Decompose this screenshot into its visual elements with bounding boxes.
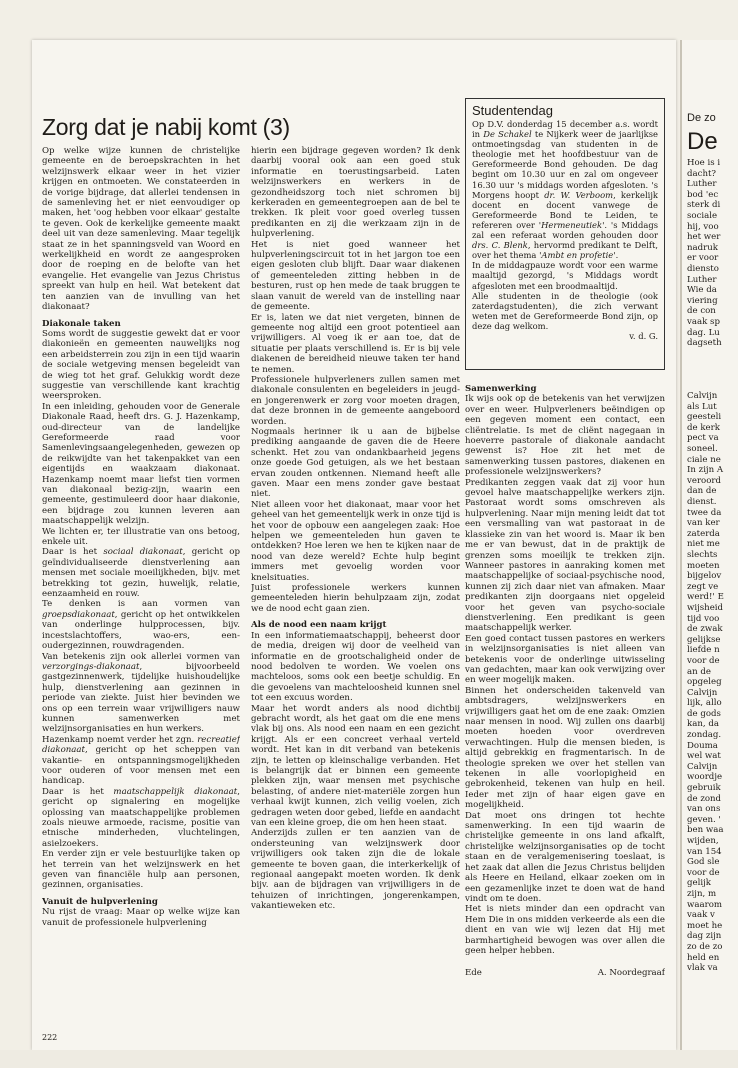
next-page-line: als Lut bbox=[687, 401, 717, 412]
paragraph: Soms wordt de suggestie gewekt dat er voor diakonieën en gemeenten nauwelijks nog een arbeidsterrein zou zijn in een tijd waarin de sociale wetgeving mensen begeleidt van de wieg tot het graf. Gelukkig wordt deze suggestie van verschillende kant krachtig weersproken. bbox=[42, 328, 240, 402]
next-page-line: Luther bbox=[687, 179, 717, 190]
paragraph: Op D.V. donderdag 15 december a.s. wordt in De Schakel te Nijkerk weer de jaarlijkse ontmoetingsdag van studenten in de theologie met het hoofdbestuur van de Gereformeerde Bond gehouden. De dag begint om 10.30 uur en zal om ongeveer 16.30 uur 's middags worden afgesloten. 's Morgens hoopt dr. W. Verboom, kerkelijk docent en docent vanwege de Gereformeerde Bond te Leiden, te refereren over 'Hermeneutiek'. 's Middags zal een referaat worden gehouden door drs. C. Blenk, hervormd predikant te Delft, over het thema 'Ambt en profetie'. bbox=[472, 119, 659, 261]
next-page-line bbox=[687, 349, 738, 360]
next-page-line: Calvijn bbox=[687, 391, 718, 402]
next-page-line: voor de bbox=[687, 867, 720, 878]
next-page-line: gebruik bbox=[687, 783, 721, 794]
next-page-line: moeten bbox=[687, 560, 720, 571]
article-column-2 bbox=[251, 146, 460, 1046]
next-page-line: Wie da bbox=[687, 285, 717, 296]
paragraph: Ik wijs ook op de betekenis van het verwijzen over en weer. Hulpverleners beëindigen op een gegeven moment een contact, een cliëntrelatie. Is met de cliënt nagegaan in hoeverre pastorale of diakonale aandacht gewenst is? Hoe zit het met de samenwerking tussen pastores, diakenen en professionele welzijnswerkers? bbox=[465, 394, 665, 478]
next-page-line: Hoe is i bbox=[687, 158, 721, 168]
next-page-line: bod 'ec bbox=[687, 189, 719, 200]
next-page-line: de gods bbox=[687, 708, 721, 719]
next-page-line: ben waa bbox=[687, 825, 724, 836]
paragraph: Juist professionele werkers kunnen gemeenteleden hierin behulpzaam zijn, zodat we de nood echt gaan zien. bbox=[251, 583, 460, 614]
next-page-line: God sle bbox=[687, 857, 720, 868]
next-page-line: geesteli bbox=[687, 412, 722, 423]
next-page-line bbox=[687, 370, 738, 381]
next-page-line: vaak v bbox=[687, 910, 715, 921]
next-page-line: woordje bbox=[687, 772, 723, 783]
section-heading: Samenwerking bbox=[465, 384, 537, 394]
paragraph: Anderzijds zullen er ten aanzien van de ondersteuning van welzijnswerk door vrijwilligers ook taken zijn die de lokale gemeente te boven gaan, die interkerkelijk of regionaal aangepakt moeten worden. Ik denk bijv. aan de bijdragen van vrijwilligers in de tehuizen of inrichtingen, jongerenkampen, vakantieweken etc. bbox=[251, 828, 460, 912]
next-page-line: de zond bbox=[687, 793, 722, 804]
next-page-line: opgeleg bbox=[687, 677, 722, 688]
section-heading: Vanuit de hulpverlening bbox=[42, 896, 158, 907]
next-page-header: De zo bbox=[687, 112, 716, 124]
next-page-line: dacht? bbox=[687, 168, 717, 179]
next-page-line: wel wat bbox=[687, 751, 721, 762]
next-page-line: wijden, bbox=[687, 836, 719, 846]
next-page-line: gelijkse bbox=[687, 634, 721, 645]
paragraph: Te denken is aan vormen van groepsdiakonaat, gericht op het ontwikkelen van onderlinge hulpprocessen, bijv. incestslachtoffers, wao-ers, een-oudergezinnen, rouwdragenden. bbox=[42, 599, 240, 652]
next-page-line: lijk, allo bbox=[687, 698, 722, 709]
next-page-line: van ker bbox=[687, 518, 720, 529]
paragraph: hierin een bijdrage gegeven worden? Ik denk daarbij vooral ook aan een goed stuk informatie en toerustingsarbeid. Laten welzijnswerkers en werkers in de gezondheidszorg toch niet schromen bij kerkeraden en gemeentegroepen aan de bel te trekken. Ik pleit voor goed overleg tussen predikanten en zij die werkzaam zijn in de hulpverlening. bbox=[251, 146, 460, 240]
byline-author: A. Noordegraaf bbox=[597, 968, 665, 979]
section-heading: Als de nood een naam krijgt bbox=[251, 620, 387, 631]
paragraph: Alle studenten in de theologie (ook zaterdagstudenten), die zich verwant weten met de Gereformeerde Bond zijn, op deze dag welkom. bbox=[472, 290, 658, 331]
next-page-title: De bbox=[687, 128, 718, 155]
paragraph: Dat moet ons dringen tot hechte samenwerking. In een tijd waarin de christelijke gemeente in ons land afkalft, christelijke welzijnsorganisaties op de tocht staan en de veralgemenisering toeslaat, is het zaak dat allen die Jezus Christus belijden als Heere en Heiland, elkaar zoeken om in een gezamenlijke inzet te doen wat de hand vindt om te doen. bbox=[465, 810, 665, 904]
paragraph: In een inleiding, gehouden voor de Generale Diakonale Raad, heeft drs. G. J. Hazenkamp, oud-directeur van de landelijke Gereformeerde raad voor Samenlevingsaangelegenheden, gewezen op de reikwijdte van het takenpakket van een eigentijds en waakzaam diakonaat. Hazenkamp noemt maar liefst tien vormen van diakonaal bezig-zijn, waarin een gemeente, gestimuleerd door haar diakonie, een bijdrage zou kunnen leveren aan maatschappelijk welzijn. bbox=[42, 401, 240, 527]
next-page-line: held en bbox=[687, 952, 720, 963]
next-page-line: de con bbox=[687, 306, 716, 317]
next-page-line bbox=[687, 359, 738, 370]
next-page-line: voor de bbox=[687, 655, 720, 666]
paragraph: Er is, laten we dat niet vergeten, binnen de gemeente nog altijd een groot potentieel aan vrijwilligers. Al voeg ik er aan toe, dat de situatie per plaats verschillend is. Er is bij vele diakenen de bereidheid nieuwe taken ter hand te nemen. bbox=[251, 312, 460, 375]
next-page-line: werd!' E bbox=[687, 592, 724, 603]
next-page-line: pect va bbox=[687, 433, 719, 444]
paragraph: Nu rijst de vraag: Maar op welke wijze kan vanuit de professionele hulpverlening bbox=[42, 907, 240, 928]
paragraph: Het is niet goed wanneer het hulpverleningscircuit tot in het jargon toe een eigen gesloten club blijft. Daar waar diakenen of gemeenteleden zitting hebben in de besturen, rust op hen mede de taak bruggen te slaan vanuit de wereld van de instelling naar de gemeente. bbox=[251, 239, 460, 313]
paragraph: Daar is het maatschappelijk diakonaat, gericht op signalering en mogelijke oplossing van maatschappelijke problemen zoals nieuwe armoede, racisme, positie van etnische minderheden, vluchtelingen, asielzoekers. bbox=[42, 786, 240, 849]
next-page-line: sociale bbox=[687, 210, 718, 221]
next-page-line: Douma bbox=[687, 740, 718, 751]
next-page-line: van ons bbox=[687, 804, 721, 815]
paragraph: Professionele hulpverleners zullen samen met diakonale consulenten en begeleiders in jeugd- en jongerenwerk er zorg voor moeten dragen, dat deze bronnen in de gemeente aangeboord worden. bbox=[251, 374, 460, 427]
box-signature: v. d. G. bbox=[629, 330, 658, 341]
paragraph: En verder zijn er vele bestuurlijke taken op het terrein van het welzijnswerk en het geven van financiële hulp aan personen, gezinnen, organisaties. bbox=[42, 849, 240, 891]
byline bbox=[465, 968, 665, 978]
paragraph: Nogmaals herinner ik u aan de bijbelse prediking aangaande de gaven die de Heere schenkt. Het zou van ondankbaarheid jegens onze goede God getuigen, als we het bestaan ervan zouden ontkennen. Niemand heeft alle gaven. Maar een mens zonder gave bestaat niet. bbox=[251, 426, 460, 500]
byline-place: Ede bbox=[465, 968, 482, 979]
paragraph: Daar is het sociaal diakonaat, gericht op geïndividualiseerde dienstverlening aan mensen met sociale moeilijkheden, bijv. met betrekking tot gezin, huwelijk, relatie, eenzaamheid en rouw. bbox=[42, 547, 240, 600]
next-page-line: viering bbox=[687, 295, 718, 306]
next-page-line: zo de zo bbox=[687, 941, 723, 952]
next-page-line: bijgelov bbox=[687, 571, 722, 582]
next-page-line: geven. ' bbox=[687, 814, 721, 825]
section-heading: Diakonale taken bbox=[42, 318, 121, 329]
next-page-line: de kerk bbox=[687, 422, 720, 433]
next-page-line: twee da bbox=[687, 507, 722, 518]
next-page-line: sterk di bbox=[687, 200, 721, 211]
next-page-line: In zijn A bbox=[687, 465, 724, 476]
paragraph: Het is niets minder dan een opdracht van Hem Die in ons midden verkeerde als een die dient en van wie wij lezen dat Hij met barmhartigheid bewogen was over allen die geen helper hebben. bbox=[465, 904, 665, 956]
next-page-line: zondag. bbox=[687, 730, 722, 741]
next-page-line: van 154 bbox=[687, 846, 722, 857]
next-page-line: zaterda bbox=[687, 528, 720, 539]
box-title: Studentendag bbox=[472, 103, 553, 118]
next-page-line: het wer bbox=[687, 232, 721, 243]
next-page-line: diensto bbox=[687, 263, 719, 274]
paragraph: Op welke wijze kunnen de christelijke gemeente en de beroepskrachten in het welzijnswerk elkaar weer in het vizier krijgen en ontmoeten. We constateerden in de vorige bijdrage, dat allerlei tendensen in de samenleving het er niet eenvoudiger op maken, het 'oog hebben voor elkaar' gestalte te geven. Ook de kerkelijke gemeente maakt deel uit van deze samenleving. Maar tegelijk staat ze in het spanningsveld van Woord en werkelijkheid en wordt ze aangesproken door de roeping en de belofte van het evangelie. Het evangelie van Jezus Christus spreekt van hulp en heil. Wat betekent dat ten aanzien van de invulling van het diakonaat? bbox=[42, 146, 240, 313]
next-page-line bbox=[687, 380, 738, 391]
next-page-line: wijsheid bbox=[687, 602, 724, 613]
next-page-line: Calvijn bbox=[687, 761, 718, 772]
next-page-line: vlak va bbox=[687, 963, 718, 974]
next-page-line: soneel. bbox=[687, 444, 718, 455]
next-page-line: er voor bbox=[687, 253, 719, 264]
next-page-line: slechts bbox=[687, 549, 718, 560]
next-page-line: hij, voo bbox=[687, 221, 719, 232]
next-page-line: gelijk bbox=[687, 878, 711, 889]
next-page-line: de zwak bbox=[687, 624, 723, 635]
next-page-line: an de bbox=[687, 666, 711, 677]
next-page-line: dag zijn bbox=[687, 931, 722, 942]
article-title: Zorg dat je nabij komt (3) bbox=[42, 114, 290, 140]
next-page-line: kan, da bbox=[687, 719, 719, 730]
paragraph: Niet alleen voor het diakonaat, maar voor het geheel van het gemeentelijk werk in onze tijd is het voor de opbouw een aangelegen zaak: Hoe helpen we gemeenteleden hun gaven te ontdekken? Hoe leren we hen te kijken naar de nood van deze wereld? Echte hulp begint immers met gevoelig worden voor knelsituaties. bbox=[251, 499, 460, 583]
next-page-line: vaak sp bbox=[687, 316, 720, 327]
paragraph: We lichten er, ter illustratie van ons betoog, enkele uit. bbox=[42, 526, 240, 548]
next-page-line: moet he bbox=[687, 920, 723, 931]
paragraph: Binnen het onderscheiden takenveld van ambtsdragers, welzijnswerkers en vrijwilligers gaat het om de ene zaak: Omzien naar mensen in nood. Wij zullen ons daarbij moeten hoeden voor overdreven verwachtingen. Hulp die mensen bieden, is altijd gebrekkig en fragmentarisch. In de theologie spreken we over het stellen van tekenen in alle voorlopigheid en gebrokenheid, tekenen van hulp en heil. Ieder met zijn of haar eigen gave en mogelijkheid. bbox=[465, 685, 665, 811]
paragraph: Predikanten zeggen vaak dat zij voor hun gevoel halve maatschappelijke werkers zijn. Pastoraat wordt soms omschreven als hulpverlening. Naar mijn mening leidt dat tot een versmalling van wat pastoraat in de klassieke zin van het woord is. Maar ik ben me er van bewust, dat in de praktijk de grenzen soms moeilijk te trekken zijn. Wanneer pastores in aanraking komen met maatschappelijke of sociaal-psychische nood, kunnen zij zich daar niet van afmaken. Maar predikanten zijn doorgaans niet opgeleid voor het geven van psycho-sociale dienstverlening. Een predikant is geen maatschappelijk werker. bbox=[465, 477, 665, 634]
next-page-line: nadruk bbox=[687, 242, 719, 253]
next-page-edge bbox=[680, 40, 738, 1050]
paragraph: Hazenkamp noemt verder het zgn. recreatief diakonaat, gericht op het scheppen van vakantie- en ontspanningsmogelijkheden voor ouderen of voor mensen met een handicap. bbox=[42, 734, 240, 787]
article-column-3 bbox=[465, 384, 665, 1049]
next-page-line: niet me bbox=[687, 539, 720, 550]
next-page-line: zegt ve bbox=[687, 581, 719, 592]
next-page-line: dag. Lu bbox=[687, 327, 720, 338]
next-page-line: zijn, m bbox=[687, 888, 717, 899]
paragraph: In een informatiemaatschappij, beheerst door de media, dreigen wij door de veelheid van informatie en de grootschaligheid onder de nood bedolven te worden. We voelen ons machteloos, soms ook een beetje schuldig. En die gevoelens van machteloosheid kunnen snel tot een excuus worden. bbox=[251, 630, 460, 704]
next-page-line: dan de bbox=[687, 486, 717, 497]
studentendag-box bbox=[465, 98, 665, 370]
page-number: 222 bbox=[42, 1033, 58, 1042]
next-page-line: ciale ne bbox=[687, 454, 721, 465]
next-page-line: Calvijn bbox=[687, 687, 718, 698]
next-page-line: dagseth bbox=[687, 338, 722, 349]
box-body bbox=[472, 119, 658, 341]
next-page-line: Luther bbox=[687, 274, 717, 285]
next-page-line: veroord bbox=[687, 475, 722, 486]
next-page-line: waarom bbox=[687, 899, 723, 910]
next-page-line: liefde n bbox=[687, 645, 720, 656]
paragraph: Van betekenis zijn ook allerlei vormen van verzorgings-diakonaat, bijvoorbeeld gastgezinnenwerk, tijdelijke huishoudelijke hulp, dienstverlening aan gezinnen in periode van ziekte. Juist hier bevinden we ons op een terrein waar vrijwilligers nauw kunnen samenwerken met welzijnsorganisaties en hun werkers. bbox=[42, 651, 240, 735]
next-page-line: dienst. bbox=[687, 497, 717, 507]
article-column-1 bbox=[42, 146, 240, 1044]
paragraph: Maar het wordt anders als nood dichtbij gebracht wordt, als het gaat om die ene mens vlak bij ons. Als nood een naam en een gezicht krijgt. Als er een concreet verhaal verteld wordt. Het kan in dit verband van betekenis zijn, te letten op kleinschalige verbanden. Het is belangrijk dat er binnen een gemeente plekken zijn, waar mensen met psychische belasting, of andere niet-materiële zorgen hun verhaal kwijt kunnen, zich veilig voelen, zich gedragen weten door gebed, liefde en aandacht van een kleine groep, die om hen heen staat. bbox=[251, 703, 460, 828]
paragraph: Een goed contact tussen pastores en werkers in welzijnsorganisaties is niet alleen van betekenis voor de onderlinge uitwisseling van gedachten, maar kan ook verwijzing over en weer mogelijk maken. bbox=[465, 633, 665, 686]
next-page-text bbox=[687, 158, 738, 974]
next-page-line: tijd voo bbox=[687, 613, 720, 624]
paragraph: In de middagpauze wordt voor een warme maaltijd gezorgd, 's Middags wordt afgesloten met een broodmaaltijd. bbox=[472, 260, 658, 291]
magazine-page bbox=[32, 40, 676, 1050]
scan-margin bbox=[0, 1050, 738, 1068]
